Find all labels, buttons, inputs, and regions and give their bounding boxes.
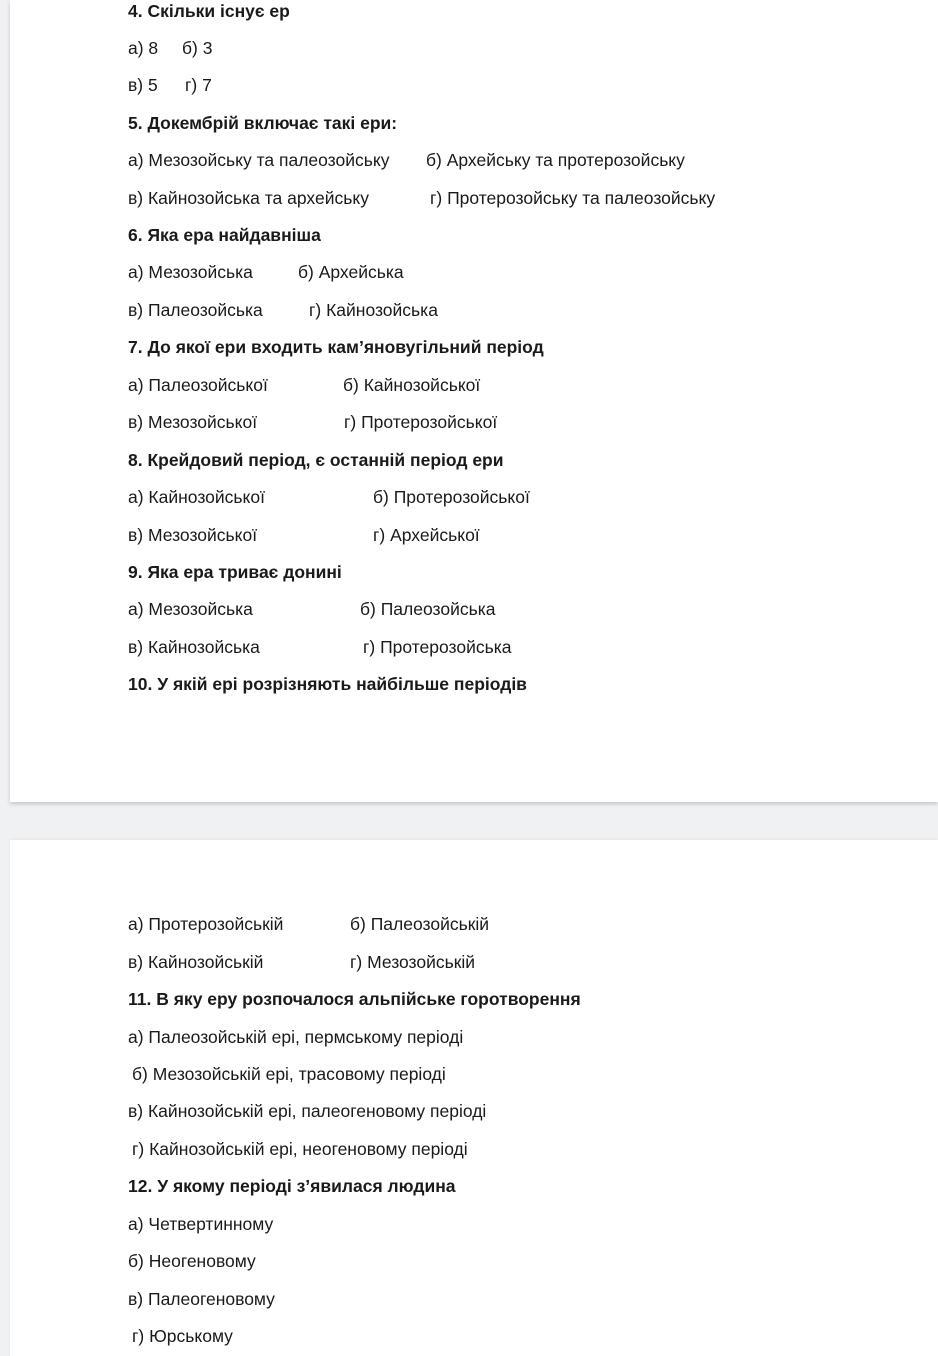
question-7: 7. До якої ери входить кам’яновугільний період bbox=[128, 337, 544, 357]
q9-option-c: в) Кайнозойська bbox=[128, 637, 260, 657]
q9-option-d: г) Протерозойська bbox=[363, 637, 512, 657]
q6-option-d: г) Кайнозойська bbox=[309, 300, 438, 320]
q12-option-a: а) Четвертинному bbox=[128, 1214, 274, 1234]
q8-option-b: б) Протерозойської bbox=[373, 487, 530, 507]
question-10: 10. У якій ері розрізняють найбільше періодів bbox=[128, 674, 527, 694]
question-8: 8. Крейдовий період, є останній період ери bbox=[128, 450, 504, 470]
q5-option-b: б) Архейську та протерозойську bbox=[426, 150, 685, 170]
q7-option-c: в) Мезозойської bbox=[128, 412, 258, 432]
question-11: 11. В яку еру розпочалося альпійське горотворення bbox=[128, 989, 581, 1009]
q8-option-d: г) Архейської bbox=[373, 525, 480, 545]
q8-option-c: в) Мезозойської bbox=[128, 525, 258, 545]
q4-option-b: б) 3 bbox=[182, 38, 213, 58]
q6-option-b: б) Архейська bbox=[298, 262, 404, 282]
question-12: 12. У якому періоді з’явилася людина bbox=[128, 1176, 456, 1196]
q12-option-c: в) Палеогеновому bbox=[128, 1289, 275, 1309]
q4-option-c: в) 5 bbox=[128, 75, 158, 95]
q11-option-d: г) Кайнозойській ері, неогеновому періоді bbox=[132, 1139, 468, 1159]
q5-option-c: в) Кайнозойська та архейську bbox=[128, 188, 369, 208]
q10-option-b: б) Палеозойській bbox=[350, 914, 490, 934]
q7-option-a: а) Палеозойської bbox=[128, 375, 268, 395]
page-1 bbox=[10, 0, 938, 802]
q11-option-a: а) Палеозойській ері, пермському періоді bbox=[128, 1027, 464, 1047]
q7-option-d: г) Протерозойської bbox=[344, 412, 498, 432]
q5-option-a: а) Мезозойську та палеозойську bbox=[128, 150, 390, 170]
question-6: 6. Яка ера найдавніша bbox=[128, 225, 321, 245]
q12-option-b: б) Неогеновому bbox=[128, 1251, 256, 1271]
q10-option-a: а) Протерозойській bbox=[128, 914, 284, 934]
q11-option-b: б) Мезозойській ері, трасовому періоді bbox=[132, 1064, 446, 1084]
question-4: 4. Скільки існує ер bbox=[128, 1, 290, 21]
q11-option-c: в) Кайнозойській ері, палеогеновому періоді bbox=[128, 1101, 487, 1121]
q4-option-d: г) 7 bbox=[185, 75, 212, 95]
q4-option-a: а) 8 bbox=[128, 38, 159, 58]
question-5: 5. Докембрій включає такі ери: bbox=[128, 113, 398, 133]
q9-option-a: а) Мезозойська bbox=[128, 599, 253, 619]
q8-option-a: а) Кайнозойської bbox=[128, 487, 265, 507]
q10-option-d: г) Мезозойській bbox=[350, 952, 476, 972]
q10-option-c: в) Кайнозойській bbox=[128, 952, 264, 972]
page-2 bbox=[10, 840, 938, 1356]
q6-option-a: а) Мезозойська bbox=[128, 262, 253, 282]
q5-option-d: г) Протерозойську та палеозойську bbox=[430, 188, 716, 208]
q12-option-d: г) Юрському bbox=[132, 1326, 233, 1346]
q6-option-c: в) Палеозойська bbox=[128, 300, 263, 320]
q9-option-b: б) Палеозойська bbox=[360, 599, 496, 619]
q7-option-b: б) Кайнозойської bbox=[343, 375, 481, 395]
question-9: 9. Яка ера триває донині bbox=[128, 562, 342, 582]
